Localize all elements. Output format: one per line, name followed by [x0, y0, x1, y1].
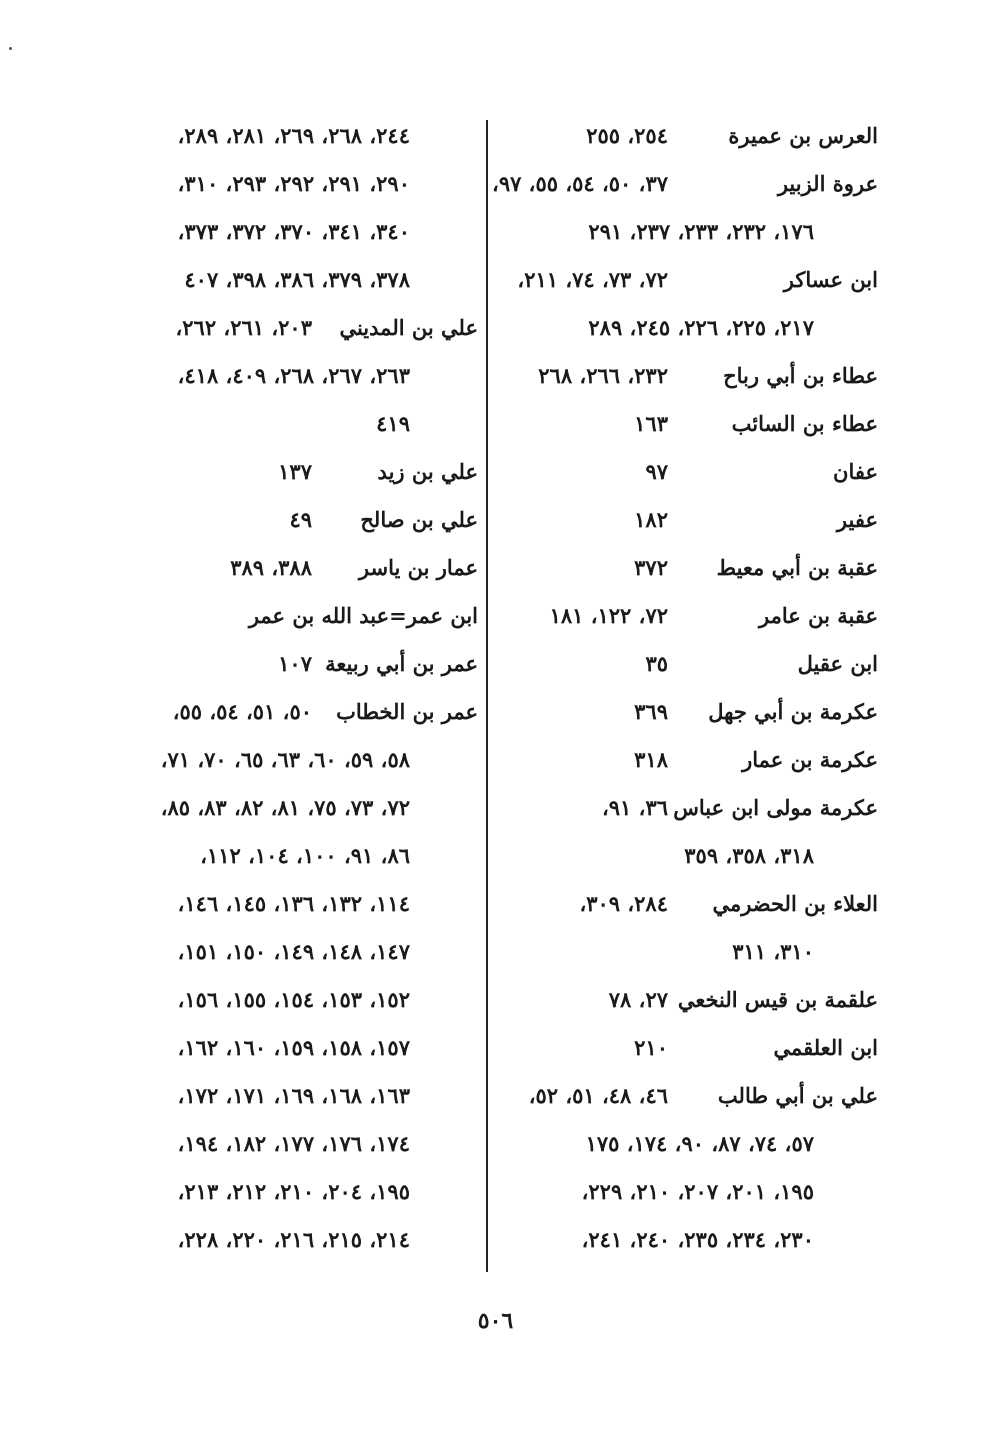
- entry-pages: ٨٦، ٩١، ١٠٠، ١٠٤، ١١٢،: [200, 843, 410, 868]
- index-entry: [492, 400, 882, 448]
- entry-pages: ٢٣٠، ٢٣٤، ٢٣٥، ٢٤٠، ٢٤١،: [581, 1227, 814, 1252]
- index-entry: [92, 112, 482, 160]
- index-entry: [92, 400, 482, 448]
- entry-pages: ٣٧، ٥٠، ٥٤، ٥٥، ٩٧،: [492, 171, 668, 196]
- entry-name: عكرمة بن أبي جهل: [708, 699, 878, 724]
- index-entry: [92, 784, 482, 832]
- column-divider: [486, 120, 488, 1272]
- entry-pages: ٥٠، ٥١، ٥٤، ٥٥،: [172, 699, 312, 724]
- entry-pages: ٣٥: [645, 651, 668, 676]
- index-entry: [92, 1168, 482, 1216]
- index-entry: [92, 880, 482, 928]
- index-entry: [92, 832, 482, 880]
- entry-pages: ١٧٦، ٢٣٢، ٢٣٣، ٢٣٧، ٢٩١: [588, 219, 814, 244]
- entry-name: علي بن أبي طالب: [717, 1083, 878, 1108]
- entry-name: ابن عقيل: [797, 651, 878, 676]
- entry-pages: ٢٣٢، ٢٦٦، ٢٦٨: [538, 363, 668, 388]
- entry-pages: ٢٥٤، ٢٥٥: [586, 123, 668, 148]
- entry-pages: ١٦٣، ١٦٨، ١٦٩، ١٧١، ١٧٢،: [177, 1083, 410, 1108]
- entry-name: عقبة بن عامر: [759, 603, 878, 628]
- entry-name: عفان: [833, 459, 878, 484]
- index-entry: [492, 496, 882, 544]
- entry-name: عقبة بن أبي معيط: [716, 555, 878, 580]
- index-entry: [92, 736, 482, 784]
- entry-pages: ٧٢، ٧٣، ٧٥، ٨١، ٨٢، ٨٣، ٨٥،: [160, 795, 410, 820]
- entry-pages: ٣١٨، ٣٥٨، ٣٥٩: [684, 843, 814, 868]
- entry-name: ابن عساكر: [783, 267, 878, 292]
- entry-name: ابن العلقمي: [773, 1035, 878, 1060]
- entry-pages: ١٨٢: [634, 507, 668, 532]
- index-column-left: [92, 112, 482, 1264]
- index-entry: [492, 1072, 882, 1120]
- entry-pages: ١٥٧، ١٥٨، ١٥٩، ١٦٠، ١٦٢،: [177, 1035, 410, 1060]
- index-entry: [492, 160, 882, 208]
- index-entry: [492, 1024, 882, 1072]
- entry-name: عروة الزبير: [777, 171, 878, 196]
- index-entry: [492, 304, 882, 352]
- entry-pages: ٢٧، ٧٨: [608, 987, 668, 1012]
- index-entry: [92, 1024, 482, 1072]
- entry-pages: ٣٤٠، ٣٤١، ٣٧٠، ٣٧٢، ٣٧٣،: [177, 219, 410, 244]
- index-entry: [492, 784, 882, 832]
- index-entry: [492, 256, 882, 304]
- entry-pages: ٣٧٨، ٣٧٩، ٣٨٦، ٣٩٨، ٤٠٧: [184, 267, 410, 292]
- entry-pages: ٢٤٤، ٢٦٨، ٢٦٩، ٢٨١، ٢٨٩،: [177, 123, 410, 148]
- index-entry: [92, 256, 482, 304]
- entry-name: العرس بن عميرة: [728, 123, 878, 148]
- entry-pages: ١٦٣: [634, 411, 668, 436]
- index-entry: [92, 1120, 482, 1168]
- index-entry: [92, 448, 482, 496]
- entry-pages: ٢١٧، ٢٢٥، ٢٢٦، ٢٤٥، ٢٨٩: [588, 315, 814, 340]
- index-entry: [492, 880, 882, 928]
- entry-pages: ٢٨٤، ٣٠٩،: [579, 891, 668, 916]
- entry-pages: ١٩٥، ٢٠١، ٢٠٧، ٢١٠، ٢٢٩،: [581, 1179, 814, 1204]
- index-entry: [92, 496, 482, 544]
- entry-name: علي بن المديني: [339, 315, 478, 340]
- index-entry: [92, 352, 482, 400]
- entry-name: عكرمة بن عمار: [742, 747, 878, 772]
- entry-name: علي بن صالح: [360, 507, 478, 532]
- entry-pages: ٢١٠: [634, 1035, 668, 1060]
- entry-name: عطاء بن أبي رباح: [723, 363, 878, 388]
- index-entry: [92, 304, 482, 352]
- index-entry: [492, 448, 882, 496]
- index-entry: [492, 736, 882, 784]
- entry-name: العلاء بن الحضرمي: [712, 891, 878, 916]
- entry-pages: ٣٧٢: [634, 555, 668, 580]
- entry-name: عفير: [836, 507, 878, 532]
- index-entry: [492, 544, 882, 592]
- entry-name: علي بن زيد: [377, 459, 478, 484]
- index-entry: [492, 208, 882, 256]
- entry-pages: ٣١٨: [634, 747, 668, 772]
- entry-name: عمر بن أبي ربيعة: [325, 651, 478, 676]
- entry-pages: ٥٨، ٥٩، ٦٠، ٦٣، ٦٥، ٧٠، ٧١،: [160, 747, 410, 772]
- entry-pages: ١٩٥، ٢٠٤، ٢١٠، ٢١٢، ٢١٣،: [177, 1179, 410, 1204]
- index-entry: [492, 976, 882, 1024]
- index-entry: [92, 160, 482, 208]
- entry-pages: ١٤٧، ١٤٨، ١٤٩، ١٥٠، ١٥١،: [177, 939, 410, 964]
- entry-pages: ٤٦، ٤٨، ٥١، ٥٢،: [528, 1083, 668, 1108]
- entry-pages: ٣١٠، ٣١١: [732, 939, 814, 964]
- index-entry: [492, 1168, 882, 1216]
- entry-pages: ٢٦٣، ٢٦٧، ٢٦٨، ٤٠٩، ٤١٨،: [177, 363, 410, 388]
- entry-pages: ٤٩: [289, 507, 312, 532]
- entry-pages: ١٠٧: [278, 651, 312, 676]
- entry-pages: ٤١٩: [376, 411, 410, 436]
- index-entry: [492, 1120, 882, 1168]
- entry-name: عمر بن الخطاب: [336, 699, 478, 724]
- index-entry: [492, 1216, 882, 1264]
- entry-pages: ٣٦٩: [634, 699, 668, 724]
- index-entry: [492, 928, 882, 976]
- index-entry: [492, 352, 882, 400]
- entry-pages: ٣٦، ٩١،: [602, 795, 668, 820]
- scan-speck: [9, 47, 12, 50]
- entry-name: علقمة بن قيس النخعي: [677, 987, 878, 1012]
- index-entry: [92, 208, 482, 256]
- index-entry: [492, 832, 882, 880]
- entry-pages: ٧٢، ٧٣، ٧٤، ٢١١،: [517, 267, 668, 292]
- entry-name: عمار بن ياسر: [358, 555, 478, 580]
- index-entry: [92, 976, 482, 1024]
- entry-pages: ١٥٢، ١٥٣، ١٥٤، ١٥٥، ١٥٦،: [177, 987, 410, 1012]
- entry-pages: ١١٤، ١٣٢، ١٣٦، ١٤٥، ١٤٦،: [177, 891, 410, 916]
- index-entry: [92, 928, 482, 976]
- index-column-right: [492, 112, 882, 1264]
- entry-name: عكرمة مولى ابن عباس: [673, 795, 878, 820]
- index-entry: [492, 112, 882, 160]
- entry-pages: ١٧٤، ١٧٦، ١٧٧، ١٨٢، ١٩٤،: [177, 1131, 410, 1156]
- index-entry: [492, 688, 882, 736]
- entry-pages: ٢٠٣، ٢٦١، ٢٦٢،: [175, 315, 312, 340]
- index-entry: [92, 1216, 482, 1264]
- index-entry: [92, 592, 482, 640]
- entry-pages: ٣٨٨، ٣٨٩: [230, 555, 312, 580]
- entry-name: ابن عمر=عبد الله بن عمر: [248, 603, 478, 628]
- index-entry: [92, 688, 482, 736]
- entry-pages: ١٣٧: [278, 459, 312, 484]
- entry-pages: ٥٧، ٧٤، ٨٧، ٩٠، ١٧٤، ١٧٥: [585, 1131, 814, 1156]
- entry-pages: ٢١٤، ٢١٥، ٢١٦، ٢٢٠، ٢٢٨،: [177, 1227, 410, 1252]
- entry-pages: ٧٢، ١٢٢، ١٨١: [549, 603, 668, 628]
- index-entry: [92, 1072, 482, 1120]
- index-entry: [92, 544, 482, 592]
- entry-name: عطاء بن السائب: [731, 411, 878, 436]
- entry-pages: ٢٩٠، ٢٩١، ٢٩٢، ٢٩٣، ٣١٠،: [177, 171, 410, 196]
- index-entry: [492, 592, 882, 640]
- index-entry: [92, 640, 482, 688]
- page-number: ٥٠٦: [477, 1308, 514, 1334]
- index-entry: [492, 640, 882, 688]
- entry-pages: ٩٧: [645, 459, 668, 484]
